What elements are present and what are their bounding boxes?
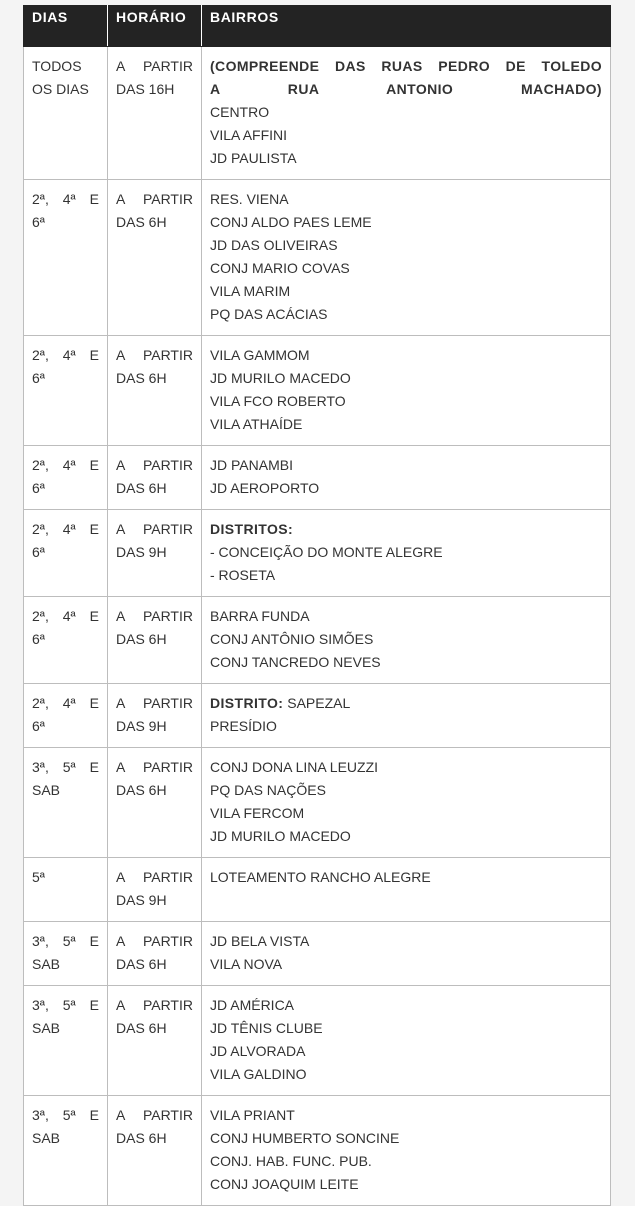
bairro-item: CENTRO <box>210 104 270 120</box>
cell-horario <box>108 180 202 336</box>
bairro-item: LOTEAMENTO RANCHO ALEGRE <box>210 869 431 885</box>
dias-line: 2ª, 4ª E <box>32 521 99 537</box>
cell-bairros <box>202 684 611 748</box>
bairro-item: JD AEROPORTO <box>210 480 320 496</box>
horario-line: A PARTIR <box>116 759 193 775</box>
cell-horario <box>108 748 202 858</box>
dias-line: SAB <box>32 1020 61 1036</box>
horario-line: DAS 6H <box>116 214 167 230</box>
header-row <box>24 6 611 47</box>
cell-dias <box>24 858 108 922</box>
horario-line: A PARTIR <box>116 521 193 537</box>
horario-line: A PARTIR <box>116 457 193 473</box>
dias-line: 3ª, 5ª E <box>32 933 99 949</box>
cell-bairros <box>202 47 611 180</box>
horario-line: DAS 6H <box>116 370 167 386</box>
bairro-item: VILA AFFINI <box>210 127 288 143</box>
bairro-item: (COMPREENDE DAS RUAS PEDRO DE TOLEDO <box>210 58 602 74</box>
cell-dias <box>24 1096 108 1206</box>
dias-line: 6ª <box>32 480 45 496</box>
table-row <box>24 47 611 180</box>
cell-bairros <box>202 986 611 1096</box>
dias-line: 6ª <box>32 370 45 386</box>
bairro-item: - ROSETA <box>210 567 276 583</box>
cell-bairros <box>202 446 611 510</box>
table-body <box>24 47 611 1206</box>
cell-bairros <box>202 922 611 986</box>
cell-bairros <box>202 510 611 597</box>
table-row <box>24 1096 611 1206</box>
bairro-item: VILA MARIM <box>210 283 291 299</box>
cell-dias <box>24 180 108 336</box>
horario-line: DAS 6H <box>116 631 167 647</box>
bairro-item: CONJ DONA LINA LEUZZI <box>210 759 379 775</box>
header-horario: HORÁRIO <box>108 6 202 47</box>
cell-bairros <box>202 336 611 446</box>
cell-horario <box>108 510 202 597</box>
cell-dias <box>24 510 108 597</box>
cell-bairros <box>202 180 611 336</box>
table-row <box>24 684 611 748</box>
bairro-item: VILA FERCOM <box>210 805 305 821</box>
bairro-item: JD MURILO MACEDO <box>210 828 351 844</box>
bairro-item <box>210 518 602 541</box>
cell-dias <box>24 748 108 858</box>
bairro-item: VILA ATHAÍDE <box>210 416 303 432</box>
table-row <box>24 446 611 510</box>
horario-line: DAS 6H <box>116 480 167 496</box>
bairro-item: JD PANAMBI <box>210 457 293 473</box>
bairro-item: JD PAULISTA <box>210 150 297 166</box>
table-row <box>24 922 611 986</box>
bairro-item: JD BELA VISTA <box>210 933 310 949</box>
table-row <box>24 986 611 1096</box>
table-row <box>24 858 611 922</box>
dias-line: 5ª <box>32 869 45 885</box>
dias-line: OS DIAS <box>32 81 89 97</box>
dias-line: 2ª, 4ª E <box>32 695 99 711</box>
bairro-item: CONJ JOAQUIM LEITE <box>210 1176 359 1192</box>
horario-line: A PARTIR <box>116 933 193 949</box>
bairro-item: CONJ HUMBERTO SONCINE <box>210 1130 400 1146</box>
cell-dias <box>24 684 108 748</box>
dias-line: TODOS <box>32 58 82 74</box>
horario-line: DAS 6H <box>116 782 167 798</box>
cell-horario <box>108 446 202 510</box>
horario-line: A PARTIR <box>116 58 193 74</box>
bairro-item: JD DAS OLIVEIRAS <box>210 237 338 253</box>
dias-line: 2ª, 4ª E <box>32 457 99 473</box>
dias-line: SAB <box>32 782 61 798</box>
bairro-item <box>210 692 602 715</box>
bairro-bold-label: DISTRITOS: <box>210 521 294 537</box>
horario-line: A PARTIR <box>116 191 193 207</box>
bairro-item: VILA PRIANT <box>210 1107 295 1123</box>
bairro-item: CONJ MARIO COVAS <box>210 260 350 276</box>
horario-line: DAS 6H <box>116 1130 167 1146</box>
cell-dias <box>24 597 108 684</box>
horario-line: DAS 9H <box>116 544 167 560</box>
collection-schedule-table <box>23 5 611 1206</box>
cell-dias <box>24 446 108 510</box>
cell-horario <box>108 858 202 922</box>
bairro-item: JD MURILO MACEDO <box>210 370 351 386</box>
cell-dias <box>24 47 108 180</box>
dias-line: 6ª <box>32 544 45 560</box>
bairro-item: PRESÍDIO <box>210 718 277 734</box>
cell-bairros <box>202 1096 611 1206</box>
dias-line: 2ª, 4ª E <box>32 191 99 207</box>
header-bairros: BAIRROS <box>202 6 611 47</box>
dias-line: SAB <box>32 956 61 972</box>
table-row <box>24 597 611 684</box>
cell-horario <box>108 1096 202 1206</box>
cell-horario <box>108 922 202 986</box>
table-row <box>24 748 611 858</box>
bairro-item: A RUA ANTONIO MACHADO) <box>210 81 602 97</box>
dias-line: 3ª, 5ª E <box>32 1107 99 1123</box>
bairro-rest-text: SAPEZAL <box>283 695 351 711</box>
bairro-item: PQ DAS ACÁCIAS <box>210 306 328 322</box>
cell-horario <box>108 684 202 748</box>
cell-horario <box>108 597 202 684</box>
horario-line: A PARTIR <box>116 1107 193 1123</box>
cell-dias <box>24 922 108 986</box>
bairro-item: RES. VIENA <box>210 191 289 207</box>
bairro-item: CONJ. HAB. FUNC. PUB. <box>210 1153 372 1169</box>
horario-line: A PARTIR <box>116 608 193 624</box>
horario-line: DAS 16H <box>116 81 175 97</box>
bairro-item: VILA FCO ROBERTO <box>210 393 346 409</box>
dias-line: 2ª, 4ª E <box>32 347 99 363</box>
dias-line: 6ª <box>32 214 45 230</box>
bairro-item: JD AMÉRICA <box>210 997 295 1013</box>
table-row <box>24 336 611 446</box>
cell-bairros <box>202 858 611 922</box>
cell-bairros <box>202 597 611 684</box>
horario-line: DAS 9H <box>116 892 167 908</box>
horario-line: A PARTIR <box>116 347 193 363</box>
horario-line: A PARTIR <box>116 695 193 711</box>
horario-line: DAS 6H <box>116 956 167 972</box>
table-row <box>24 180 611 336</box>
bairro-item: VILA GALDINO <box>210 1066 307 1082</box>
horario-line: A PARTIR <box>116 869 193 885</box>
dias-line: 3ª, 5ª E <box>32 997 99 1013</box>
bairro-item: VILA GAMMOM <box>210 347 310 363</box>
bairro-item: CONJ ALDO PAES LEME <box>210 214 372 230</box>
bairro-item: CONJ TANCREDO NEVES <box>210 654 381 670</box>
horario-line: DAS 6H <box>116 1020 167 1036</box>
bairro-item: JD TÊNIS CLUBE <box>210 1020 323 1036</box>
bairro-item: BARRA FUNDA <box>210 608 310 624</box>
cell-horario <box>108 336 202 446</box>
cell-bairros <box>202 748 611 858</box>
dias-line: 3ª, 5ª E <box>32 759 99 775</box>
bairro-item: JD ALVORADA <box>210 1043 306 1059</box>
table-header <box>24 6 611 47</box>
cell-dias <box>24 986 108 1096</box>
header-dias: DIAS <box>24 6 108 47</box>
cell-horario <box>108 47 202 180</box>
horario-line: DAS 9H <box>116 718 167 734</box>
bairro-item: VILA NOVA <box>210 956 283 972</box>
table-row <box>24 510 611 597</box>
bairro-item: PQ DAS NAÇÕES <box>210 782 326 798</box>
cell-horario <box>108 986 202 1096</box>
dias-line: 2ª, 4ª E <box>32 608 99 624</box>
horario-line: A PARTIR <box>116 997 193 1013</box>
bairro-item: CONJ ANTÔNIO SIMÕES <box>210 631 374 647</box>
dias-line: 6ª <box>32 631 45 647</box>
bairro-item: - CONCEIÇÃO DO MONTE ALEGRE <box>210 544 443 560</box>
cell-dias <box>24 336 108 446</box>
dias-line: 6ª <box>32 718 45 734</box>
bairro-bold-label: DISTRITO: <box>210 695 284 711</box>
dias-line: SAB <box>32 1130 61 1146</box>
